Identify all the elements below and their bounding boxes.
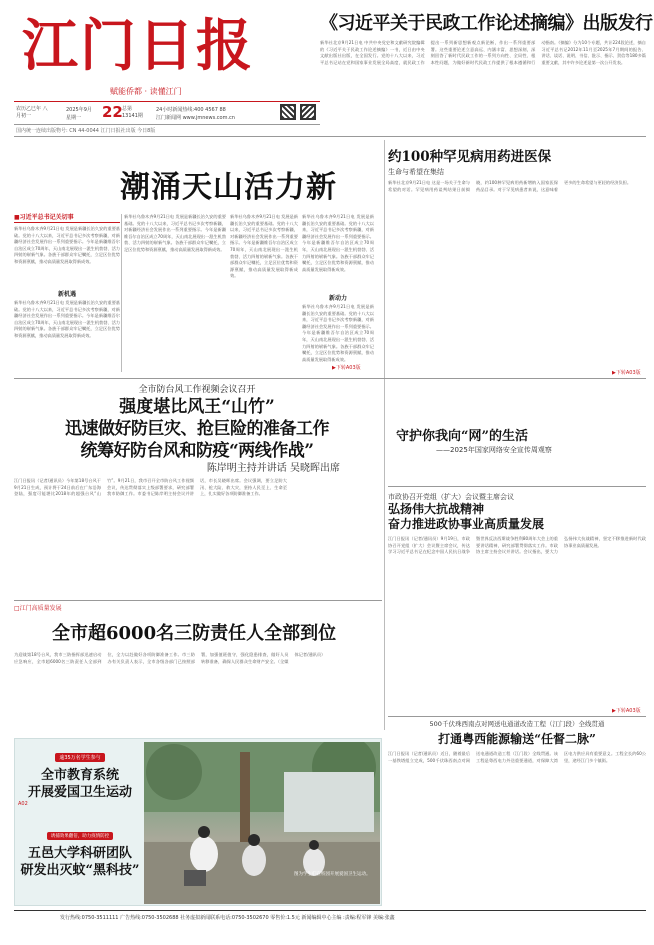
continue-a03-link[interactable]: ▶下转A03版 — [332, 365, 361, 371]
tianshan-col3 — [230, 214, 298, 372]
continue-a03-link[interactable]: ▶下转A03版 — [612, 370, 641, 376]
tianshan-body-col2: 新华社乌鲁木齐9月21日电 发展是新疆长治久安的重要基础。党的十八大以来，习近平总书记多次考察新疆，对新疆经济社会发展作出一系列重要指示。今年是新疆维吾尔自治区成立70周年，天山南北展现出一派生机勃勃、活力四射的崭新气象。各族干部群众牢记嘱托，立足区位优势和资源禀赋，推动高质量发展取得新成效。 — [124, 214, 226, 252]
network-safety-title: 守护你我向“网”的生活 — [396, 429, 528, 444]
date-strip — [14, 104, 320, 122]
typhoon-line2: 迅速做好防巨灾、抢巨险的准备工作 — [65, 419, 329, 439]
network-safety-feature[interactable] — [396, 428, 642, 468]
sidebar-label: ■习近平总书记关切事 — [14, 214, 120, 223]
masthead-slogan: 赋能侨都 · 读懂江门 — [110, 87, 182, 96]
promo-education[interactable] — [18, 744, 142, 818]
promo-ref-a02: A02 — [18, 801, 28, 807]
rare-disease-body: 新华社北京9月21日电 这是一场关于生命与希望的对话。罕见病用药谈判结果日前揭晓，约100种罕见病用药新增纳入国家医保药品目录。对于罕见病患者来说，这意味着更多的生命希望与更轻的经济负担。 — [388, 180, 632, 192]
issue-day: 22 — [102, 103, 123, 121]
sidebar-xi-concerns[interactable] — [14, 214, 120, 374]
qr-code-icon — [280, 104, 296, 120]
tianshan-body-col4b: 新华社乌鲁木齐9月21日电 发展是新疆长治久安的重要基础。党的十八大以来，习近平总书记多次考察新疆，对新疆经济社会发展作出一系列重要指示。今年是新疆维吾尔自治区成立70周年，天山南北展现出一派生机勃勃、活力四射的崭新气象。各族干部群众牢记嘱托，立足区位优势和资源禀赋，推动高质量发展取得新成效。 — [302, 304, 374, 362]
promo-title-university: 五邑大学科研团队 — [27, 846, 132, 861]
cppcc-body: 江门日报讯（记者/通讯员）9月19日，市政协召开党组（扩大）会议暨主席会议，传达学习习近平总书记在纪念中国人民抗日战争暨世界反法西斯战争胜利80周年大会上的重要讲话精神，研究部署贯彻落实工作。市政协主席主持会议并讲话。会议指出，要大力弘扬伟大抗战精神，坚定不移推进新时代政协事业高质量发展。 — [388, 536, 646, 555]
section-tag: □江门高质量发展 — [14, 605, 62, 612]
responsible-body: 为迎战第18号台风，我市三防指挥部迅速启动应急响应，全市超6000名三防责任人全部到位，全力以赴做好各项防御准备工作。市三防办有关负责人表示，全市各级各部门已按照部署，加强值班值守，强化隐患排查，做好人员转移准备，确保人民群众生命财产安全。（全媒体记者/通讯员） — [14, 652, 326, 664]
story-power-transmission[interactable] — [388, 720, 646, 906]
issue-weekday: 星期一 — [66, 115, 82, 121]
lunar-date: 农历乙巳年 八月初一 — [16, 106, 48, 119]
story-rare-disease[interactable] — [388, 148, 646, 380]
top-story-title: 《习近平关于民政工作论述摘编》出版发行 — [320, 13, 653, 34]
qr-code-icon — [300, 104, 316, 120]
cppcc-line2: 奋力推进政协事业高质量发展 — [388, 517, 545, 531]
masthead-title: 江门日报 — [22, 13, 254, 79]
sidebar-body-2: 新华社乌鲁木齐9月21日电 发展是新疆长治久安的重要基础。党的十八大以来，习近平总书记多次考察新疆，对新疆经济社会发展作出一系列重要指示。今年是新疆维吾尔自治区成立70周年，天山南北展现出一派生机勃勃、活力四射的崭新气象。各族干部群众牢记嘱托，立足区位优势和资源禀赋，推动高质量发展取得新成效。 — [14, 300, 120, 338]
footer-info: 发行热线:0750-3511111 广告热线:0750-3502688 社务虚拟新闻联系电话:0750-3502670 零售价:1.5元 新闻编辑中心主编 :责编:程军锋 美编:张鑫 — [60, 915, 395, 921]
cppcc-line1: 弘扬伟大抗战精神 — [388, 502, 485, 516]
promo-mosquito[interactable] — [18, 822, 142, 902]
issue-year: 2025年9月 — [66, 107, 92, 113]
top-story[interactable] — [320, 12, 653, 108]
hotline: 24小时新闻热线:400 4567 88 — [156, 107, 226, 113]
website[interactable]: 江门新闻网 www.jmnews.com.cn — [156, 115, 235, 121]
story-cppcc[interactable] — [388, 492, 646, 706]
tianshan-body-col3: 新华社乌鲁木齐9月21日电 发展是新疆长治久安的重要基础。党的十八大以来，习近平总书记多次考察新疆，对新疆经济社会发展作出一系列重要指示。今年是新疆维吾尔自治区成立70周年，天山南北展现出一派生机勃勃、活力四射的崭新气象。各族干部群众牢记嘱托，立足区位优势和资源禀赋，推动高质量发展取得新成效。 — [230, 214, 298, 279]
promo-pill-students: 逾35万名学生参与 — [55, 753, 104, 762]
publication-code: 国内统一连续出版物号: CN 44-0044 江门日报社出版 今日8版 — [16, 128, 156, 134]
cppcc-kicker: 市政协召开党组（扩大）会议暨主席会议 — [388, 493, 514, 501]
typhoon-line1: 强度堪比风王“山竹” — [119, 397, 275, 417]
promo-title-health: 开展爱国卫生运动 — [27, 785, 132, 800]
continue-a03-link[interactable]: ▶下转A03版 — [612, 708, 641, 714]
tianshan-col4 — [302, 214, 374, 372]
typhoon-byline: 陈岸明主持并讲话 吴晓晖出席 — [206, 463, 340, 474]
rare-disease-title: 约100种罕见病用药进医保 — [388, 149, 552, 165]
sidebar-body: 新华社乌鲁木齐9月21日电 发展是新疆长治久安的重要基础。党的十八大以来，习近平总书记多次考察新疆，对新疆经济社会发展作出一系列重要指示。今年是新疆维吾尔自治区成立70周年，天山南北展现出一派生机勃勃、活力四射的崭新气象。各族干部群众牢记嘱托，立足区位优势和资源禀赋，推动高质量发展取得新成效。 — [14, 226, 120, 264]
promo-title-tech: 研发出灭蚊“黑科技” — [20, 863, 140, 878]
photo-students-cleaning — [144, 742, 380, 904]
promo-pill-mosquito: 诱捕效果翻倍，助力疫情防控 — [47, 832, 114, 840]
headline-tianshan[interactable]: 潮涌天山活力新 — [120, 170, 337, 205]
power-kicker: 500千伏珠西南点对网送电通道改造工程（江门段）全线贯通 — [429, 720, 605, 728]
tianshan-body-col4: 新华社乌鲁木齐9月21日电 发展是新疆长治久安的重要基础。党的十八大以来，习近平总书记多次考察新疆，对新疆经济社会发展作出一系列重要指示。今年是新疆维吾尔自治区成立70周年，天山南北展现出一派生机勃勃、活力四射的崭新气象。各族干部群众牢记嘱托，立足区位优势和资源禀赋，推动高质量发展取得新成效。 — [302, 214, 374, 272]
subheading-new-power: 新动力 — [328, 295, 347, 302]
network-safety-sub: ——2025年国家网络安全宣传周观察 — [436, 446, 552, 454]
headline-6000-responsible[interactable]: 全市超6000名三防责任人全部到位 — [52, 623, 337, 644]
top-story-body: 新华社北京9月21日电 中共中央党史和文献研究院编辑的《习近平关于民政工作论述摘编》一书，近日由中央文献出版社出版，在全国发行。党的十八大以来，习近平总书记站在党和国家事业发展全局高度，就民政工作提出一系列新思想新观点新论断，作出一系列重要部署。这些重要论述立意高远、内涵丰富、思想深刻，深刻回答了新时代民政工作的一系列方向性、全局性、根本性问题，为做好新时代民政工作提供了根本遵循和行动指南。《摘编》分为10个专题，共计224段论述，摘自习近平总书记2012年11月至2025年7月期间的报告、讲话、谈话、说明、书信、批示、指示、贺信等180多篇重要文献，其中许多论述是第一次公开发表。 — [320, 40, 646, 65]
photo-caption: 图为学生们在校园开展爱国卫生运动。 — [294, 872, 371, 877]
rare-disease-sub: 生命与希望在集结 — [388, 168, 444, 176]
typhoon-body: 江门日报讯（记者/通讯员）今年第18号台风于9月21日生成，预计将于24日前后在广东沿海登陆，强度可能堪比2018年的超强台风“山竹”。9月21日，我市召开全市防台风工作视频会议，传达贯彻落实上级部署要求，研究部署我市防御工作。市委书记陈岸明主持会议并讲话，市长吴晓晖出席。会议强调，要立足防大汛、抢大险、救大灾，坚持人民至上、生命至上，扎实做好各项防御准备工作。 — [14, 478, 287, 497]
promo-title-education: 全市教育系统 — [40, 768, 119, 783]
issue-number: 总第 13141期 — [122, 106, 143, 119]
typhoon-meeting[interactable] — [14, 384, 380, 598]
typhoon-kicker: 全市防台风工作视频会议召开 — [138, 385, 256, 395]
power-body: 江门日报讯（记者/通讯员）近日，随着最后一基铁塔组立完成，500千伏珠西南点对网送电通道改造工程（江门段）全线贯通。该工程是粤西电力外送重要通道，对保障大湾区电力供应具有重要意义。工程全长约60公里，途经江门多个镇街。 — [388, 751, 646, 763]
subheading-new-opportunity: 新机遇 — [57, 291, 76, 298]
power-title: 打通粤西能源输送“任督二脉” — [438, 732, 596, 746]
typhoon-line3: 统筹好防台风和防疫“两线作战” — [80, 441, 314, 461]
